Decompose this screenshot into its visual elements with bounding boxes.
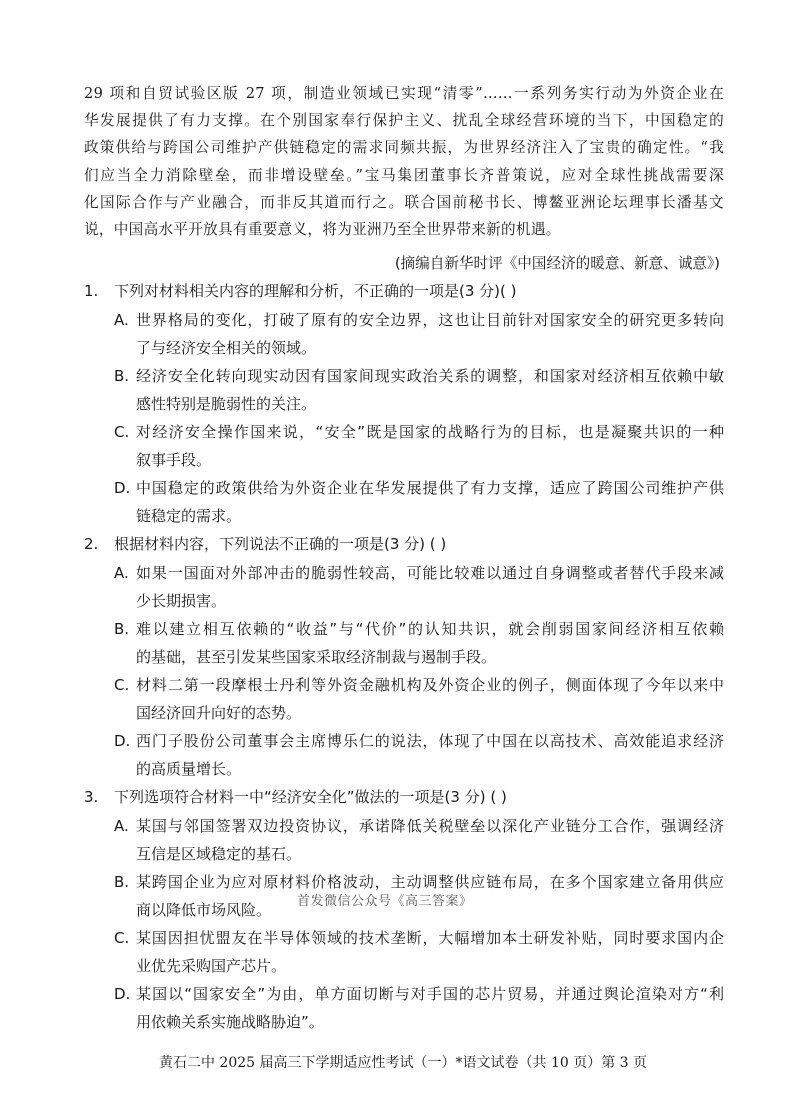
option-key: C. xyxy=(114,929,130,947)
option-line: 西门子股份公司董事会主席博乐仁的说法，体现了中国在以高技术、高效能追求经济 xyxy=(136,732,724,750)
option-d xyxy=(84,727,724,783)
option-line: 某跨国企业为应对原材料价格波动，主动调整供应链布局，在多个国家建立备用供应 xyxy=(136,873,724,891)
option-line: 对经济安全操作国来说，“安全”既是国家的战略行为的目标，也是凝聚共识的一种 xyxy=(136,423,724,441)
question-text: 下列对材料相关内容的理解和分析，不正确的一项是(3 分)( ) xyxy=(114,282,517,300)
passage-line: 政策供给与跨国公司维护产供链稳定的需求同频共振，为世界经济注入了宝贵的确定性。“我 xyxy=(84,139,724,157)
question-list xyxy=(84,277,724,1036)
option-a xyxy=(84,306,724,362)
passage-source: (摘编自新华时评《中国经济的暖意、新意、诚意》) xyxy=(394,255,720,272)
option-line: 国经济回升向好的态势。 xyxy=(136,704,302,722)
passage-line: 华发展提供了有力支撑。在个别国家奉行保护主义、扰乱全球经营环境的当下，中国稳定的 xyxy=(84,112,724,130)
option-key: C. xyxy=(114,423,130,441)
passage-line: 29 项和自贸试验区版 27 项，制造业领域已实现“清零”……一系列务实行动为外资企业在 xyxy=(84,85,724,102)
question-stem xyxy=(84,277,724,306)
question-stem xyxy=(84,783,724,812)
option-line: 材料二第一段摩根士丹利等外资金融机构及外资企业的例子，侧面体现了今年以来中 xyxy=(136,676,724,694)
option-line: 少长期损害。 xyxy=(136,592,227,610)
option-line: 感性特别是脆弱性的关注。 xyxy=(136,395,317,413)
option-line: 中国稳定的政策供给为外资企业在华发展提供了有力支撑，适应了跨国公司维护产供 xyxy=(136,479,724,497)
passage-line: 化国际合作与产业融合，而非反其道而行之。联合国前秘书长、博鳌亚洲论坛理事长潘基文 xyxy=(84,193,724,211)
option-key: D. xyxy=(114,732,131,750)
option-key: D. xyxy=(114,985,131,1003)
option-line: 叙事手段。 xyxy=(136,451,212,469)
question-text: 下列选项符合材料一中“经济安全化”做法的一项是(3 分) ( ) xyxy=(114,788,507,806)
question-2 xyxy=(84,530,724,783)
option-d xyxy=(84,474,724,530)
option-key: B. xyxy=(114,367,130,385)
question-stem xyxy=(84,530,724,559)
option-key: A. xyxy=(114,311,129,329)
watermark-text: 首发微信公众号《高三答案》 xyxy=(297,894,473,909)
option-line: 某国因担忧盟友在半导体领域的技术垄断，大幅增加本土研发补贴，同时要求国内企 xyxy=(136,929,724,947)
question-number: 3. xyxy=(84,788,99,806)
option-line: 经济安全化转向现实动因有国家间现实政治关系的调整，和国家对经济相互依赖中敏 xyxy=(136,367,724,385)
option-a xyxy=(84,559,724,615)
option-c xyxy=(84,418,724,474)
option-line: 了与经济安全相关的领域。 xyxy=(136,339,317,357)
option-d xyxy=(84,980,724,1036)
option-key: B. xyxy=(114,873,130,891)
option-key: B. xyxy=(114,620,130,638)
option-line: 某国与邻国签署双边投资协议，承诺降低关税壁垒以深化产业链分工合作，强调经济 xyxy=(136,817,724,835)
option-line: 难以建立相互依赖的“收益”与“代价”的认知共识，就会削弱国家间经济相互依赖 xyxy=(136,620,724,638)
option-c xyxy=(84,924,724,980)
option-b xyxy=(84,362,724,418)
option-line: 世界格局的变化，打破了原有的安全边界，这也让目前针对国家安全的研究更多转向 xyxy=(136,311,724,329)
option-b xyxy=(84,615,724,671)
question-text: 根据材料内容，下列说法不正确的一项是(3 分) ( ) xyxy=(114,535,447,553)
question-number: 1. xyxy=(84,282,99,300)
passage-line: 们应当全力消除壁垒，而非增设壁垒。”宝马集团董事长齐普策说，应对全球性挑战需要深 xyxy=(84,166,724,184)
passage-line: 说，中国高水平开放具有重要意义，将为亚洲乃至全世界带来新的机遇。 xyxy=(84,221,561,239)
option-line: 的高质量增长。 xyxy=(136,760,242,778)
option-key: A. xyxy=(114,564,129,582)
option-line: 用依赖关系实施战略胁迫”。 xyxy=(136,1013,324,1031)
option-c xyxy=(84,671,724,727)
passage-text xyxy=(84,80,724,243)
option-key: D. xyxy=(114,479,131,497)
option-key: C. xyxy=(114,676,130,694)
option-line: 链稳定的需求。 xyxy=(136,507,242,525)
question-1 xyxy=(84,277,724,530)
question-number: 2. xyxy=(84,535,99,553)
option-line: 商以降低市场风险。 xyxy=(136,901,272,919)
option-line: 如果一国面对外部冲击的脆弱性较高，可能比较难以通过自身调整或者替代手段来减 xyxy=(136,564,724,582)
option-line: 互信是区域稳定的基石。 xyxy=(136,845,302,863)
option-line: 业优先采购国产芯片。 xyxy=(136,957,287,975)
option-a xyxy=(84,812,724,868)
question-3 xyxy=(84,783,724,1036)
option-key: A. xyxy=(114,817,129,835)
option-line: 某国以“国家安全”为由，单方面切断与对手国的芯片贸易，并通过舆论渲染对方“利 xyxy=(136,985,724,1003)
option-line: 的基础，甚至引发某些国家采取经济制裁与遏制手段。 xyxy=(136,648,497,666)
page-footer: 黄石二中 2025 届高三下学期适应性考试（一）*语文试卷（共 10 页）第 3 页 xyxy=(158,1055,648,1071)
